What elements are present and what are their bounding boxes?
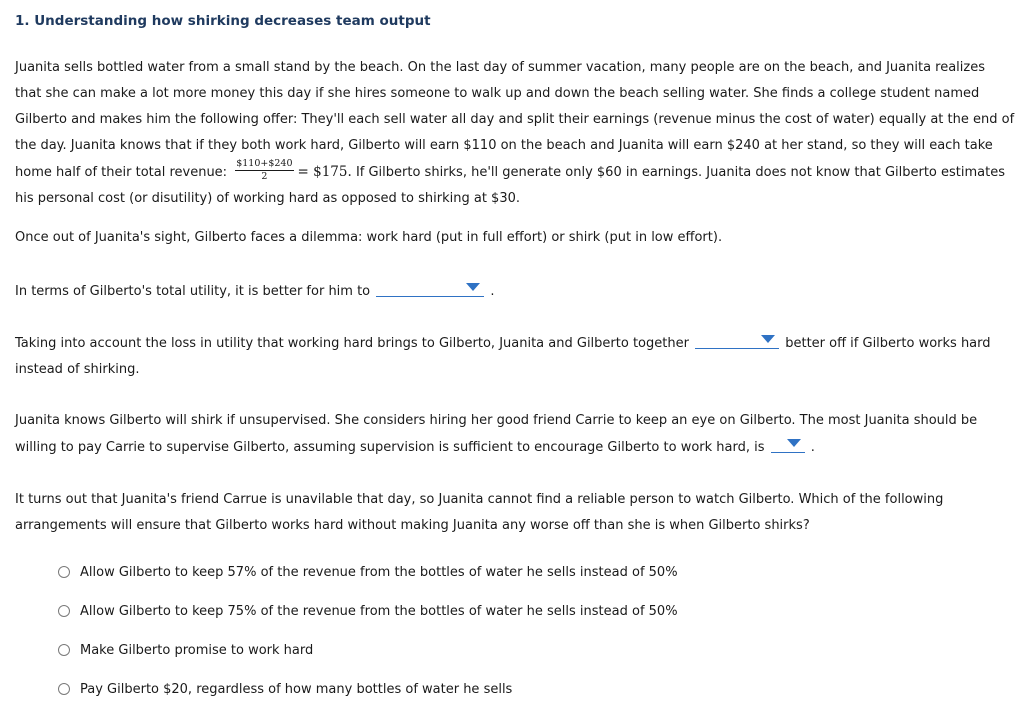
question-1 — [15, 278, 1015, 305]
gilberto-choice-dropdown[interactable] — [376, 280, 484, 297]
option-label: Allow Gilberto to keep 57% of the revenue from the bottles of water he sells instead of 50% — [80, 564, 678, 580]
question-3-prompt: Juanita knows Gilberto will shirk if unsupervised. She considers hiring her good friend Carrie to keep an eye on Gilberto. The most Juanita should be willing to pay Carrie to supervise Gilberto, assuming supervision is sufficient to encourage Gilberto to work hard, is — [15, 413, 978, 455]
chevron-down-icon — [466, 283, 480, 291]
question-1-end: . — [490, 284, 495, 299]
question-2-prompt: Taking into account the loss in utility that working hard brings to Gilberto, Juanita and Gilberto together — [15, 336, 689, 351]
option-label: Pay Gilberto $20, regardless of how many bottles of water he sells — [80, 681, 513, 697]
radio-button[interactable] — [58, 644, 70, 656]
dilemma-paragraph: Once out of Juanita's sight, Gilberto faces a dilemma: work hard (put in full effort) or shirk (put in low effort). — [15, 230, 723, 245]
option-keep-57-percent[interactable] — [58, 562, 678, 582]
revenue-fraction — [235, 159, 293, 182]
fraction-denominator: 2 — [261, 171, 268, 182]
question-3-end: . — [810, 440, 815, 455]
question-2-suffix: better off if Gilberto works hard instead of shirking. — [15, 336, 991, 377]
question-2 — [15, 330, 1015, 383]
question-title: 1. Understanding how shirking decreases team output — [15, 13, 431, 29]
chevron-down-icon — [761, 335, 775, 343]
fraction-result: = $175. — [297, 164, 352, 180]
question-1-prompt: In terms of Gilberto's total utility, it is better for him to — [15, 284, 371, 299]
arrangement-options — [58, 562, 678, 718]
radio-button[interactable] — [58, 566, 70, 578]
option-label: Make Gilberto promise to work hard — [80, 642, 314, 658]
option-promise-work-hard[interactable] — [58, 640, 678, 660]
radio-button[interactable] — [58, 605, 70, 617]
better-off-dropdown[interactable] — [695, 332, 779, 349]
question-4-prompt: It turns out that Juanita's friend Carrue is unavilable that day, so Juanita cannot find a reliable person to watch Gilberto. Which of the following arrangements will ensure that Gilberto works hard without making Juanita any worse off than she is when Gilberto shirks? — [15, 492, 944, 533]
max-payment-dropdown[interactable] — [771, 436, 805, 453]
option-keep-75-percent[interactable] — [58, 601, 678, 621]
intro-text-part1: Juanita sells bottled water from a small stand by the beach. On the last day of summer vacation, many people are on the beach, and Juanita realizes that she can make a lot more money this day if she hires someone to walk up and down the beach selling water. She finds a college student named Gilberto and makes him the following offer: They'll each sell water all day and split their earnings (revenue minus the cost of water) equally at the end of the day. Juanita knows that if they both work hard, Gilberto will earn $110 on the beach and Juanita will earn $240 at her stand, so they will each take home half of their total revenue: — [15, 60, 1015, 180]
intro-paragraph — [15, 55, 1015, 212]
intro-text-part2: If Gilberto shirks, he'll generate only $60 in earnings. Juanita does not know that Gilberto estimates his personal cost (or disutility) of working hard as opposed to shirking at $30. — [15, 165, 1005, 206]
fraction-numerator: $110+$240 — [236, 158, 293, 169]
option-pay-20-dollars[interactable] — [58, 679, 678, 699]
radio-button[interactable] — [58, 683, 70, 695]
chevron-down-icon — [787, 439, 801, 447]
option-label: Allow Gilberto to keep 75% of the revenue from the bottles of water he sells instead of 50% — [80, 603, 678, 619]
question-3 — [15, 408, 1015, 461]
